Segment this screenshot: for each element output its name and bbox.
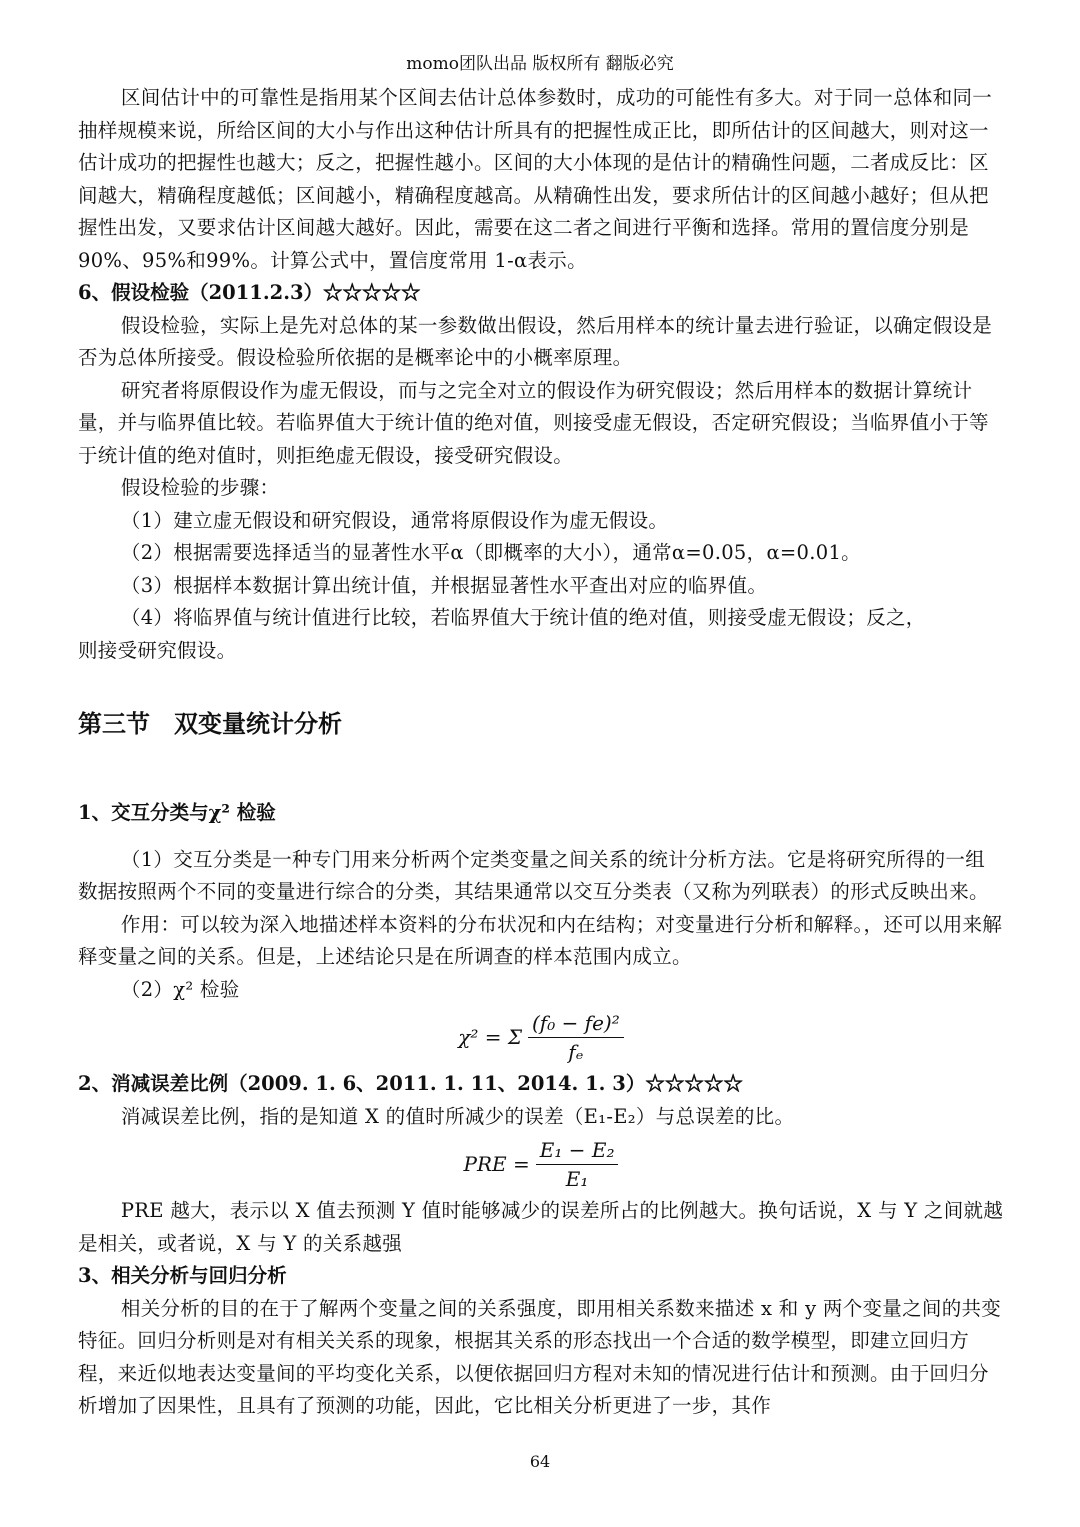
- steps-title: 假设检验的步骤：: [120, 476, 280, 499]
- formula-numerator: E₁ − E₂: [536, 1136, 619, 1165]
- step-2: （2）根据需要选择适当的显著性水平α（即概率的大小），通常α=0.05，α=0.01。: [120, 541, 861, 564]
- heading-pre: 2、消减误差比例（2009. 1. 6、2011. 1. 11、2014. 1. 3）☆☆☆☆☆: [78, 1072, 743, 1095]
- formula-fraction: [528, 1009, 624, 1066]
- paragraph-interval-reliability: 区间估计中的可靠性是指用某个区间去估计总体参数时，成功的可能性有多大。对于同一总体和同一抽样规模来说，所给区间的大小与作出这种估计所具有的把握性成正比，即所估计的区间越大，则对这一估计成功的把握性也越大；反之，把握性越小。区间的大小体现的是估计的精确性问题，二者成反比：区间越大，精确程度越低；区间越小，精确程度越高。从精确性出发，要求所估计的区间越小越好；但从把握性出发，又要求估计区间越大越好。因此，需要在这二者之间进行平衡和选择。常用的置信度分别是90%、95%和99%。计算公式中，置信度常用 1-α表示。: [78, 86, 993, 272]
- paragraph-pre-interpretation: PRE 越大，表示以 X 值去预测 Y 值时能够减少的误差所占的比例越大。换句话说，X 与 Y 之间就越是相关，或者说，X 与 Y 的关系越强: [78, 1199, 1004, 1255]
- heading-correlation-regression: 3、相关分析与回归分析: [78, 1264, 287, 1287]
- heading-cross-classification: 1、交互分类与χ² 检验: [78, 801, 276, 824]
- paragraph-cross-classification-use: 作用：可以较为深入地描述样本资料的分布状况和内在结构；对变量进行分析和解释。，还可以用来解释变量之间的关系。但是，上述结论只是在所调查的样本范围内成立。: [78, 912, 1003, 968]
- formula-numerator: (f₀ − fe)²: [528, 1009, 624, 1038]
- paragraph-pre-definition: 消减误差比例，指的是知道 X 的值时所减少的误差（E₁-E₂）与总误差的比。: [120, 1104, 795, 1128]
- formula-lhs: χ² = Σ: [458, 1025, 522, 1049]
- paragraph-cross-classification: （1）交互分类是一种专门用来分析两个定类变量之间关系的统计分析方法。它是将研究所得的一组数据按照两个不同的变量进行综合的分类，其结果通常以交互分类表（又称为列联表）的形式反映出来。: [78, 847, 989, 903]
- page-number: 64: [529, 1452, 551, 1471]
- heading-hypothesis-testing: 6、假设检验（2011.2.3）☆☆☆☆☆: [78, 281, 421, 304]
- chi-square-formula: [78, 1006, 1004, 1068]
- page-header: momo团队出品 版权所有 翻版必究: [406, 54, 674, 74]
- page-content: [78, 82, 1004, 1423]
- step-3: （3）根据样本数据计算出统计值，并根据显著性水平查出对应的临界值。: [120, 573, 768, 597]
- step-4-continued: 则接受研究假设。: [78, 638, 237, 662]
- section-title: 第三节 双变量统计分析: [78, 709, 342, 738]
- paragraph-hypothesis-definition: 假设检验，实际上是先对总体的某一参数做出假设，然后用样本的统计量去进行验证，以确定假设是否为总体所接受。假设检验所依据的是概率论中的小概率原理。: [78, 313, 993, 369]
- paragraph-hypothesis-procedure: 研究者将原假设作为虚无假设，而与之完全对立的假设作为研究假设；然后用样本的数据计算统计量，并与临界值比较。若临界值大于统计值的绝对值，则接受虚无假设，否定研究假设；当临界值小于等于统计值的绝对值时，则拒绝虚无假设，接受研究假设。: [78, 378, 989, 467]
- step-1: （1）建立虚无假设和研究假设，通常将原假设作为虚无假设。: [120, 508, 669, 532]
- formula-denominator: fₑ: [568, 1039, 584, 1064]
- paragraph-correlation-regression: 相关分析的目的在于了解两个变量之间的关系强度，即用相关系数来描述 x 和 y 两个变量之间的共变特征。回归分析则是对有相关关系的现象，根据其关系的形态找出一个合适的数学模型，即建立回归方程，来近似地表达变量间的平均变化关系，以便依据回归方程对未知的情况进行估计和预测。由于回归分析增加了因果性，且具有了预测的功能，因此，它比相关分析更进了一步，其作: [78, 1296, 1002, 1417]
- formula-denominator: E₁: [565, 1166, 589, 1191]
- formula-lhs: PRE =: [463, 1152, 530, 1176]
- step-4: （4）将临界值与统计值进行比较，若临界值大于统计值的绝对值，则接受虚无假设；反之，: [120, 606, 926, 629]
- pre-formula: [78, 1133, 1004, 1195]
- paragraph-chi-square: （2）χ² 检验: [120, 977, 240, 1001]
- formula-fraction: [536, 1136, 619, 1193]
